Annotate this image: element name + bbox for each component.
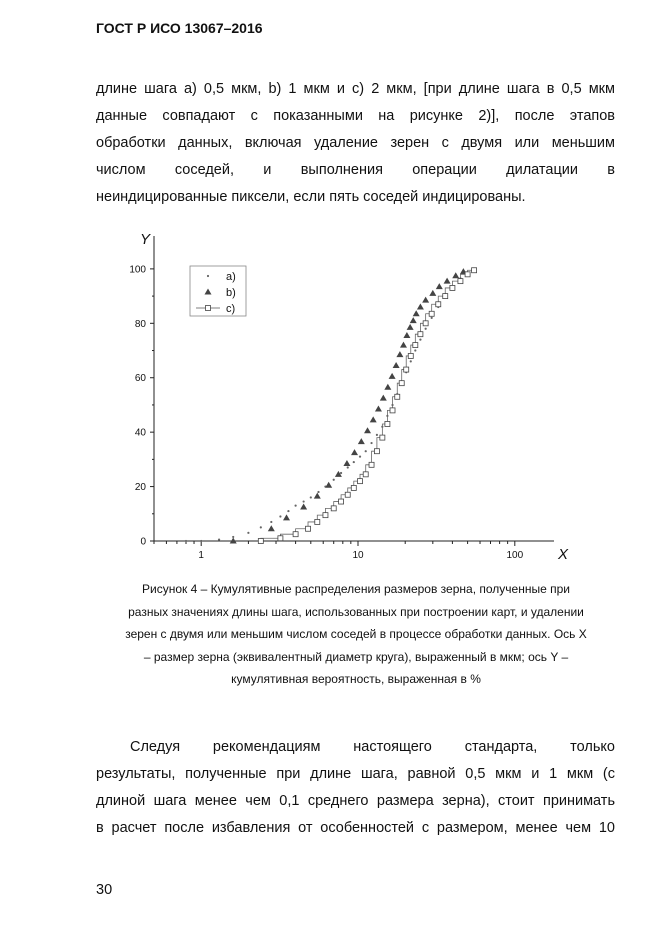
y-tick-label: 60 [134,373,146,385]
data-point [306,526,311,531]
chart-legend [190,266,246,316]
data-point [465,272,470,277]
data-point [396,351,403,357]
data-point [429,290,436,296]
data-point [218,539,220,541]
data-point [395,394,400,399]
figure-caption [88,578,624,691]
x-tick-label: 100 [506,550,524,561]
data-point [310,496,312,498]
data-point [458,279,463,284]
series-line [261,270,474,541]
data-point [385,421,390,426]
data-point [283,514,290,520]
data-point [418,332,423,337]
paragraph-1-line: длине шага a) 0,5 мкм, b) 1 мкм и c) 2 мкм, [при длине шага в 0,5 мкм [96,81,615,97]
data-point [340,472,342,474]
x-tick-label: 1 [198,550,204,561]
data-point [414,349,416,351]
cumulative-distribution-chart [110,226,580,571]
document-header: ГОСТ Р ИСО 13067–2016 [96,20,263,36]
data-point [314,493,321,499]
data-point [365,450,367,452]
y-tick-label: 80 [134,318,146,330]
data-point [369,462,374,467]
series-square [258,268,476,544]
data-point [268,525,275,531]
data-point [408,353,413,358]
y-tick-label: 20 [134,482,146,494]
data-point [390,408,395,413]
y-tick-label: 100 [129,264,146,276]
legend-box [190,266,246,316]
data-point [300,503,307,509]
data-point [384,384,391,390]
data-point [419,339,421,341]
data-point [399,381,404,386]
legend-marker [206,306,211,311]
data-point [425,328,427,330]
data-point [351,485,356,490]
data-point [287,510,289,512]
data-point [450,285,455,290]
data-point [436,283,443,289]
data-point [270,521,272,523]
data-point [333,479,335,481]
data-point [303,500,305,502]
data-point [200,540,202,542]
data-point [389,373,396,379]
data-point [422,297,429,303]
data-point [358,438,365,444]
paragraph-1-line: числом соседей, и выполнения операции дилатации в [96,162,615,178]
data-point [363,472,368,477]
paragraph-2-line: результаты, полученные при длине шага, равной 0,5 мкм и 1 мкм (с [96,766,615,782]
data-point [417,303,424,309]
paragraph-1-line: обработки данных, включая удаление зерен с двумя или меньшим [96,135,615,151]
data-point [315,519,320,524]
data-point [472,268,477,273]
data-point [331,506,336,511]
data-point [247,532,249,534]
data-point [185,540,187,542]
data-point [444,278,451,284]
caption-line: – размер зерна (эквивалентный диаметр круга), выраженный в мкм; ось Y – [143,649,569,664]
data-point [452,272,459,278]
data-point [339,499,344,504]
data-point [429,311,434,316]
data-point [413,343,418,348]
data-point [400,342,407,348]
data-point [374,449,379,454]
data-point [404,367,409,372]
paragraph-2-line: длиной шага менее чем 0,1 среднего размера зерна), стоит принимать [96,793,615,809]
data-point [375,406,382,412]
data-point [279,515,281,517]
data-point [353,461,355,463]
y-axis-label: Y [140,231,151,248]
data-point [325,482,332,488]
paragraph-2-line: Следуя рекомендациям настоящего стандарта, только [130,739,615,755]
data-point [410,317,417,323]
caption-line: кумулятивная вероятность, выраженная в % [231,672,481,686]
data-point [364,427,371,433]
paragraph-1-line: неиндицированные пиксели, если пять соседей индицированы. [96,189,526,205]
page-number: 30 [96,882,113,898]
data-point [295,505,297,507]
paragraph-2-line: в расчет после избавления от особенностей с размером, менее чем 10 [96,820,615,836]
data-point [370,442,372,444]
x-tick-label: 10 [352,550,364,561]
data-point [260,526,262,528]
y-tick-label: 40 [134,427,146,439]
data-point [423,321,428,326]
data-point [436,302,441,307]
caption-line: зерен с двумя или меньшим числом соседей в процессе обработки данных. Ось X [125,627,587,641]
data-point [278,536,283,541]
data-point [413,310,420,316]
paragraph-2 [96,734,615,842]
data-point [258,539,263,544]
data-point [323,513,328,518]
data-point [376,434,378,436]
data-point [345,492,350,497]
data-point [351,449,358,455]
data-point [410,360,412,362]
data-point [380,395,387,401]
data-point [443,294,448,299]
data-point [347,466,349,468]
data-point [403,332,410,338]
data-point [380,435,385,440]
y-tick-label: 0 [140,536,146,548]
legend-label: a) [226,271,236,283]
data-point [393,362,400,368]
caption-line: разных значениях длины шага, использованных при построении карт, и удалении [128,604,584,619]
legend-label: c) [226,303,236,315]
x-axis-label: X [558,546,569,563]
data-point [407,324,414,330]
data-point [359,456,361,458]
data-point [343,460,350,466]
data-point [370,416,377,422]
legend-label: b) [226,287,236,299]
paragraph-1-line: данные совпадают с показанными на рисунке 2)], после этапов [96,108,615,124]
caption-line: Рисунок 4 – Кумулятивные распределения размеров зерна, полученные при [142,582,570,596]
data-point [431,317,433,319]
legend-marker [207,275,209,277]
paragraph-1 [96,76,615,211]
data-point [317,491,319,493]
data-point [293,532,298,537]
data-point [358,479,363,484]
